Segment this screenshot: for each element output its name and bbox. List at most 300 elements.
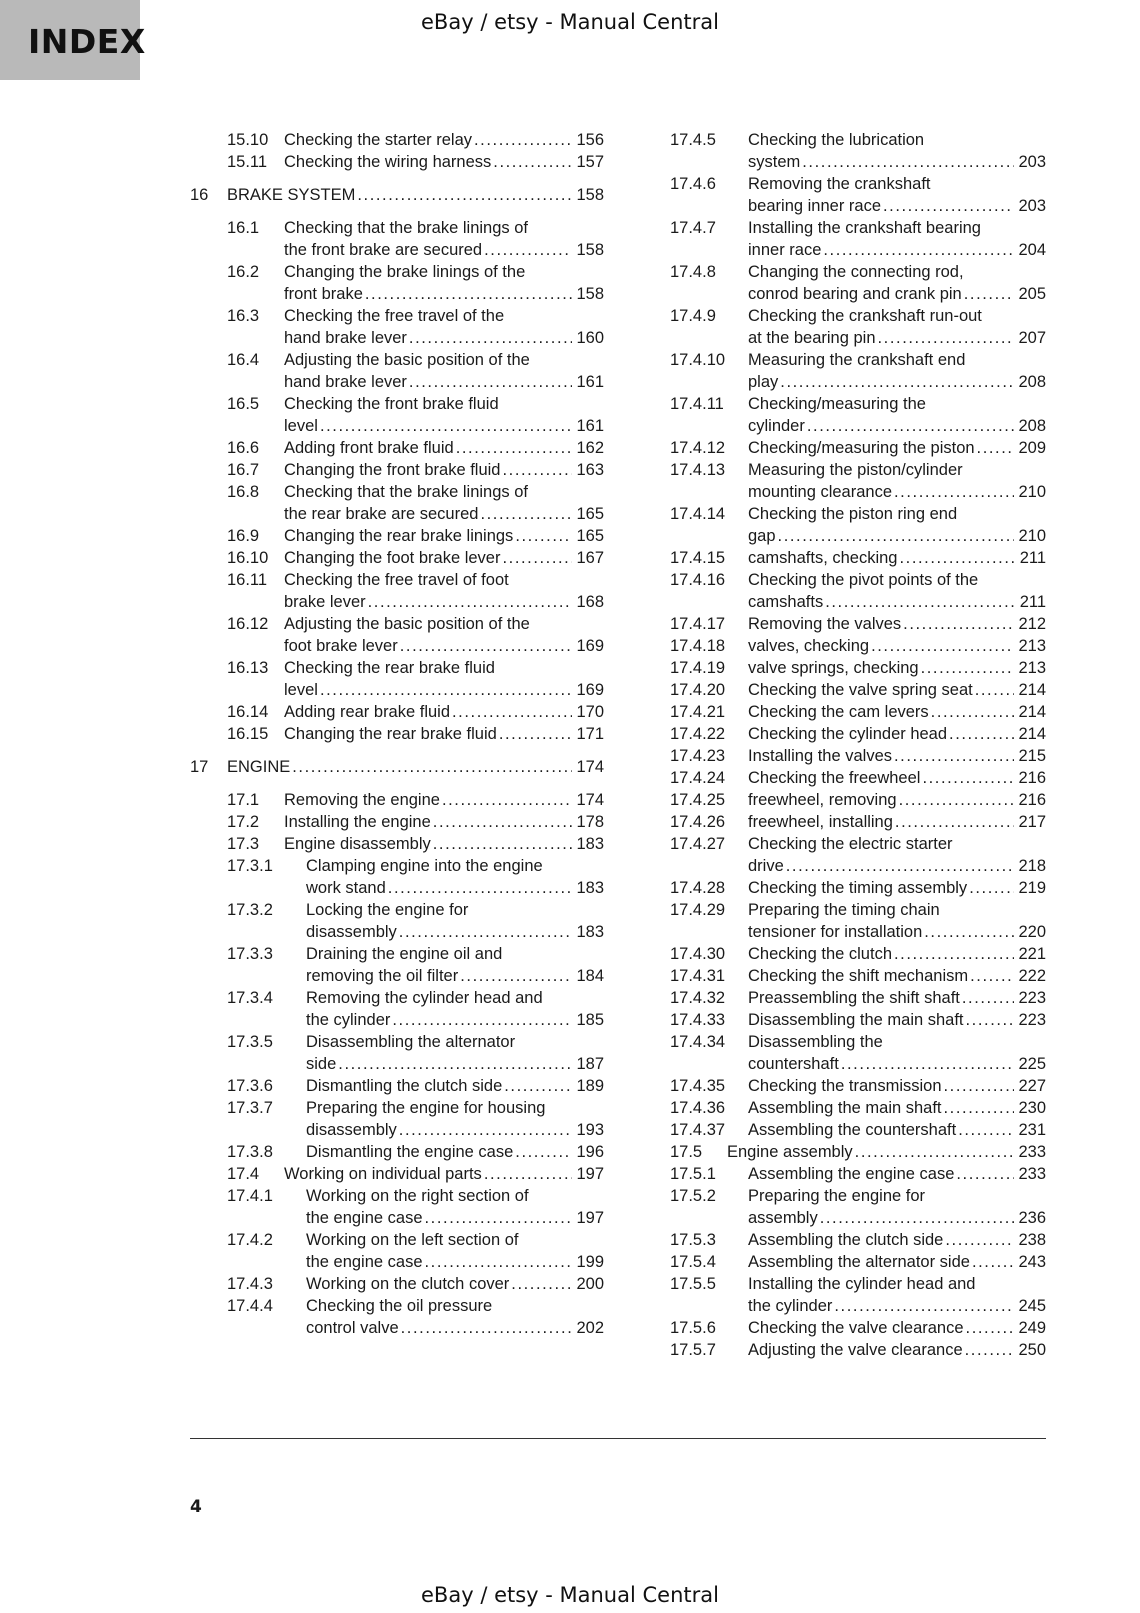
toc-entry-number: 17.3 [227,835,260,853]
toc-entry [670,811,1046,833]
toc-entry-title: foot brake lever [284,637,398,655]
toc-entry-number: 16.3 [227,307,260,325]
toc-entry-title: hand brake lever [284,373,407,391]
toc-leader-dots [962,987,1014,1009]
toc-entry [190,833,604,855]
toc-leader-dots [480,503,572,525]
toc-entry-number: 17.4.21 [670,703,726,721]
toc-entry-title: Preassembling the shift shaft [748,989,960,1007]
toc-entry-title: Assembling the countershaft [748,1121,957,1139]
toc-entry-number: 17.4.28 [670,879,726,897]
toc-entry-title: work stand [306,879,386,897]
toc-entry-number: 17.4.33 [670,1011,726,1029]
toc-entry-title: valves, checking [748,637,870,655]
toc-entry-title: mounting clearance [748,483,893,501]
toc-entry-number: 17.5.6 [670,1319,716,1337]
toc-entry [190,525,604,547]
toc-entry-title: bearing inner race [748,197,881,215]
toc-entry-title: ENGINE [227,758,291,776]
toc-entry-page: 199 [576,1253,604,1271]
toc-entry-page: 221 [1018,945,1046,963]
toc-entry-number: 17.4.1 [227,1187,273,1205]
toc-entry-title: front brake [284,285,363,303]
toc-leader-dots [802,151,1014,173]
toc-entry [670,1119,1046,1141]
toc-entry-title: assembly [748,1209,818,1227]
toc-entry-number: 16.2 [227,263,260,281]
toc-entry-number: 17.4.4 [227,1297,273,1315]
toc-leader-dots [778,525,1014,547]
toc-entry-page: 202 [576,1319,604,1337]
toc-entry-title: level [284,681,318,699]
toc-entry [670,613,1046,635]
toc-entry [670,1229,1046,1251]
toc-entry-page: 208 [1018,373,1046,391]
toc-entry-number: 17.4.9 [670,307,716,325]
toc-leader-dots [964,283,1014,305]
toc-entry-title: Adding front brake fluid [284,439,454,457]
toc-entry-number: 17.2 [227,813,260,831]
toc-entry [190,1163,604,1185]
toc-entry-number: 17.5.5 [670,1275,716,1293]
toc-entry [190,481,604,525]
toc-leader-dots [368,591,572,613]
toc-entry [190,811,604,833]
toc-leader-dots [388,877,572,899]
toc-entry-number: 16 [190,186,209,204]
toc-leader-dots [401,1317,572,1339]
toc-entry-title: Checking the rear brake fluid [284,659,495,677]
footer-banner: eBay / etsy - Manual Central [421,1583,719,1607]
toc-leader-dots [425,1207,572,1229]
toc-entry-title: tensioner for installation [748,923,923,941]
toc-entry [190,1141,604,1163]
toc-entry-title: the front brake are secured [284,241,483,259]
toc-entry-title: level [284,417,318,435]
toc-entry-page: 165 [576,527,604,545]
toc-entry [190,657,604,701]
toc-entry-title: Removing the cylinder head and [306,989,543,1007]
toc-leader-dots [883,195,1014,217]
toc-entry-number: 16.5 [227,395,260,413]
toc-entry-number: 17.3.6 [227,1077,273,1095]
toc-leader-dots [504,1075,572,1097]
toc-leader-dots [834,1295,1014,1317]
toc-entry-title: Checking the transmission [748,1077,942,1095]
toc-entry [670,701,1046,723]
toc-entry [670,1097,1046,1119]
toc-entry-page: 213 [1018,637,1046,655]
toc-entry-number: 17.4.15 [670,549,726,567]
toc-entry-page: 183 [576,879,604,897]
toc-entry-page: 178 [576,813,604,831]
toc-leader-dots [338,1053,572,1075]
toc-entry-page: 197 [576,1209,604,1227]
toc-entry-number: 17.4.8 [670,263,716,281]
toc-entry-number: 17.5 [670,1143,703,1161]
toc-entry-page: 210 [1018,527,1046,545]
toc-entry-number: 16.13 [227,659,269,677]
toc-leader-dots [949,723,1014,745]
toc-entry-page: 233 [1018,1143,1046,1161]
toc-entry-title: the cylinder [748,1297,833,1315]
toc-leader-dots [895,811,1014,833]
toc-entry-page: 225 [1018,1055,1046,1073]
toc-entry [670,261,1046,305]
toc-entry-title: control valve [306,1319,399,1337]
toc-entry-title: side [306,1055,337,1073]
toc-chapter [190,184,604,206]
toc-leader-dots [969,877,1014,899]
toc-entry-number: 17.3.7 [227,1099,273,1117]
toc-entry-title: freewheel, installing [748,813,893,831]
toc-leader-dots [945,1229,1014,1251]
toc-entry-title: Working on the left section of [306,1231,519,1249]
toc-entry-number: 17.4.23 [670,747,726,765]
toc-entry-page: 184 [576,967,604,985]
toc-entry [190,393,604,437]
toc-entry [670,1075,1046,1097]
toc-entry-page: 183 [576,835,604,853]
toc-leader-dots [320,415,572,437]
toc-entry [670,437,1046,459]
toc-entry [190,151,604,173]
toc-entry [670,1339,1046,1361]
toc-entry [670,547,1046,569]
toc-entry [670,173,1046,217]
toc-entry [190,855,604,899]
toc-entry-number: 17.4 [227,1165,260,1183]
toc-leader-dots [399,921,572,943]
toc-entry-title: conrod bearing and crank pin [748,285,962,303]
toc-leader-dots [894,943,1014,965]
toc-leader-dots [320,679,572,701]
toc-leader-dots [807,415,1014,437]
toc-entry-page: 211 [1019,593,1046,611]
toc-entry-page: 233 [1018,1165,1046,1183]
toc-chapter [190,756,604,778]
toc-entry-page: 223 [1018,989,1046,1007]
toc-entry-number: 16.15 [227,725,269,743]
toc-entry-title: Working on the clutch cover [306,1275,510,1293]
toc-entry-title: Checking the pivot points of the [748,571,979,589]
toc-entry-number: 16.6 [227,439,260,457]
toc-entry-title: Installing the cylinder head and [748,1275,976,1293]
toc-leader-dots [493,151,572,173]
toc-entry [190,723,604,745]
toc-entry-title: Changing the foot brake lever [284,549,501,567]
toc-entry-title: system [748,153,801,171]
toc-entry-number: 16.1 [227,219,260,237]
toc-entry [190,1229,604,1273]
toc-entry-title: Disassembling the alternator [306,1033,516,1051]
toc-entry [670,745,1046,767]
toc-entry-title: Checking that the brake linings of [284,219,528,237]
toc-entry-number: 17.4.34 [670,1033,726,1051]
toc-entry-page: 209 [1018,439,1046,457]
toc-entry-number: 17.4.30 [670,945,726,963]
toc-entry-title: Checking/measuring the [748,395,926,413]
toc-leader-dots [484,1163,572,1185]
toc-leader-dots [292,756,572,778]
toc-entry-number: 17.3.1 [227,857,273,875]
toc-leader-dots [460,965,572,987]
toc-entry-number: 17.5.1 [670,1165,716,1183]
toc-entry-title: Checking the crankshaft run-out [748,307,982,325]
toc-entry [670,1273,1046,1317]
toc-entry-page: 208 [1018,417,1046,435]
toc-entry-page: 160 [576,329,604,347]
toc-entry-number: 17 [190,758,209,776]
toc-leader-dots [894,745,1014,767]
toc-entry-title: Draining the engine oil and [306,945,503,963]
toc-entry-title: at the bearing pin [748,329,876,347]
toc-entry-title: Checking the front brake fluid [284,395,499,413]
toc-leader-dots [931,701,1014,723]
toc-entry-title: Installing the engine [284,813,431,831]
toc-leader-dots [484,239,572,261]
toc-right-column [670,129,1046,1361]
toc-entry [670,1251,1046,1273]
toc-entry-title: play [748,373,779,391]
toc-leader-dots [425,1251,572,1273]
toc-entry-page: 216 [1018,791,1046,809]
toc-entry-number: 17.4.22 [670,725,726,743]
toc-entry-title: Changing the rear brake fluid [284,725,497,743]
toc-entry-page: 250 [1018,1341,1046,1359]
toc-entry-number: 17.4.11 [670,395,724,413]
toc-entry-title: Installing the valves [748,747,892,765]
toc-entry-page: 185 [576,1011,604,1029]
toc-entry-number: 15.10 [227,131,269,149]
toc-leader-dots [977,437,1014,459]
toc-leader-dots [944,1075,1014,1097]
toc-entry-title: camshafts [748,593,824,611]
toc-entry-number: 15.11 [227,153,268,171]
toc-entry [670,657,1046,679]
toc-entry-page: 236 [1018,1209,1046,1227]
toc-leader-dots [871,635,1014,657]
toc-entry [190,437,604,459]
toc-entry [190,129,604,151]
toc-entry [670,899,1046,943]
toc-leader-dots [433,811,572,833]
toc-entry-page: 249 [1018,1319,1046,1337]
toc-entry-title: Checking the piston ring end [748,505,958,523]
toc-entry-number: 17.4.31 [670,967,726,985]
toc-entry-page: 219 [1018,879,1046,897]
toc-leader-dots [972,1251,1014,1273]
toc-entry-page: 214 [1018,725,1046,743]
toc-entry-page: 200 [576,1275,604,1293]
toc-entry-page: 231 [1018,1121,1046,1139]
toc-entry [670,833,1046,877]
toc-leader-dots [966,1317,1014,1339]
toc-entry-number: 16.12 [227,615,269,633]
toc-entry-title: freewheel, removing [748,791,897,809]
toc-entry-number: 17.3.8 [227,1143,273,1161]
toc-entry-number: 17.5.3 [670,1231,716,1249]
toc-entry [670,349,1046,393]
toc-entry-title: Assembling the clutch side [748,1231,944,1249]
toc-entry-title: Checking the free travel of foot [284,571,509,589]
toc-entry-title: Checking the cam levers [748,703,929,721]
toc-entry-title: Checking the freewheel [748,769,921,787]
toc-entry [190,987,604,1031]
toc-leader-dots [825,591,1014,613]
toc-entry-page: 158 [576,285,604,303]
toc-entry-page: 193 [576,1121,604,1139]
toc-entry-page: 165 [576,505,604,523]
toc-entry-title: the engine case [306,1253,423,1271]
toc-leader-dots [442,789,572,811]
toc-entry-title: Adjusting the basic position of the [284,615,530,633]
toc-entry [190,701,604,723]
toc-entry-page: 215 [1018,747,1046,765]
toc-entry-title: Checking the valve clearance [748,1319,964,1337]
toc-entry-page: 174 [576,758,604,776]
toc-entry-title: Clamping engine into the engine [306,857,543,875]
toc-leader-dots [894,481,1014,503]
toc-entry [670,1317,1046,1339]
toc-entry [670,1163,1046,1185]
toc-leader-dots [970,965,1014,987]
toc-leader-dots [392,1009,572,1031]
toc-entry [670,217,1046,261]
toc-entry-title: inner race [748,241,822,259]
toc-entry [190,899,604,943]
toc-entry-title: Working on individual parts [284,1165,482,1183]
toc-entry-title: Measuring the crankshaft end [748,351,966,369]
toc-entry [190,349,604,393]
toc-entry-number: 17.3.3 [227,945,273,963]
toc-entry-number: 17.4.36 [670,1099,726,1117]
toc-entry [670,1185,1046,1229]
toc-entry-number: 17.4.14 [670,505,726,523]
toc-entry-title: Changing the front brake fluid [284,461,501,479]
toc-entry [670,459,1046,503]
toc-entry-number: 17.5.4 [670,1253,716,1271]
toc-entry-title: countershaft [748,1055,839,1073]
toc-entry-title: Disassembling the main shaft [748,1011,964,1029]
toc-entry [670,129,1046,173]
toc-entry-title: disassembly [306,1121,397,1139]
toc-entry-page: 207 [1018,329,1046,347]
toc-entry-page: 187 [576,1055,604,1073]
toc-entry-title: Changing the connecting rod, [748,263,964,281]
toc-entry-number: 17.4.19 [670,659,726,677]
toc-entry [670,305,1046,349]
toc-entry-page: 158 [576,186,604,204]
toc-entry-title: Disassembling the [748,1033,883,1051]
toc-entry-page: 174 [576,791,604,809]
toc-entry [190,569,604,613]
toc-entry-number: 17.3.2 [227,901,273,919]
toc-entry-title: Preparing the timing chain [748,901,940,919]
toc-entry-page: 170 [576,703,604,721]
toc-entry-title: Checking the timing assembly [748,879,968,897]
toc-entry-number: 17.4.27 [670,835,726,853]
toc-entry-title: the cylinder [306,1011,391,1029]
toc-entry-number: 17.4.3 [227,1275,273,1293]
toc-entry-title: camshafts, checking [748,549,898,567]
toc-entry [190,547,604,569]
toc-entry [670,1031,1046,1075]
toc-entry-page: 169 [576,637,604,655]
toc-leader-dots [903,613,1014,635]
toc-leader-dots [956,1163,1014,1185]
toc-entry-number: 17.3.4 [227,989,273,1007]
toc-entry-page: 245 [1018,1297,1046,1315]
toc-entry-title: Checking the shift mechanism [748,967,969,985]
toc-entry-number: 17.4.16 [670,571,726,589]
toc-entry-page: 212 [1018,615,1046,633]
toc-leader-dots [511,1273,572,1295]
toc-entry-number: 17.4.35 [670,1077,726,1095]
toc-entry-number: 17.4.5 [670,131,716,149]
toc-entry-page: 210 [1018,483,1046,501]
toc-entry-title: Adjusting the basic position of the [284,351,530,369]
toc-leader-dots [502,547,572,569]
toc-entry-title: Engine disassembly [284,835,431,853]
toc-entry-number: 17.4.2 [227,1231,273,1249]
toc-entry-title: Checking the cylinder head [748,725,948,743]
footer-divider [190,1438,1046,1439]
toc-entry [670,635,1046,657]
toc-entry-title: Checking the electric starter [748,835,953,853]
toc-entry [190,261,604,305]
toc-leader-dots [433,833,572,855]
toc-leader-dots [921,657,1014,679]
toc-entry-number: 17.4.32 [670,989,726,1007]
toc-entry-title: Checking the valve spring seat [748,681,973,699]
toc-leader-dots [474,129,572,151]
toc-entry-page: 157 [576,153,604,171]
toc-entry-number: 17.4.13 [670,461,726,479]
toc-entry-page: 223 [1018,1011,1046,1029]
toc-entry-number: 17.4.17 [670,615,726,633]
toc-leader-dots [899,789,1014,811]
toc-entry-page: 156 [576,131,604,149]
header-banner: eBay / etsy - Manual Central [421,10,719,34]
toc-entry-page: 203 [1018,153,1046,171]
toc-entry-page: 211 [1019,549,1046,567]
toc-entry [670,723,1046,745]
toc-entry-title: Checking the free travel of the [284,307,505,325]
toc-entry-page: 216 [1018,769,1046,787]
toc-entry-page: 230 [1018,1099,1046,1117]
toc-leader-dots [365,283,572,305]
toc-entry-title: Removing the valves [748,615,902,633]
toc-entry-title: Assembling the main shaft [748,1099,942,1117]
toc-entry [670,393,1046,437]
toc-entry-page: 214 [1018,703,1046,721]
toc-entry-page: 189 [576,1077,604,1095]
toc-entry [670,877,1046,899]
toc-entry-title: Assembling the engine case [748,1165,955,1183]
toc-entry-page: 222 [1018,967,1046,985]
toc-leader-dots [975,679,1014,701]
toc-entry-number: 16.4 [227,351,260,369]
toc-entry-title: Changing the rear brake linings [284,527,514,545]
toc-entry [190,1185,604,1229]
toc-leader-dots [357,184,572,206]
toc-entry-number: 16.8 [227,483,260,501]
toc-entry [190,217,604,261]
toc-entry-title: cylinder [748,417,805,435]
toc-entry-title: gap [748,527,776,545]
toc-leader-dots [399,1119,572,1141]
